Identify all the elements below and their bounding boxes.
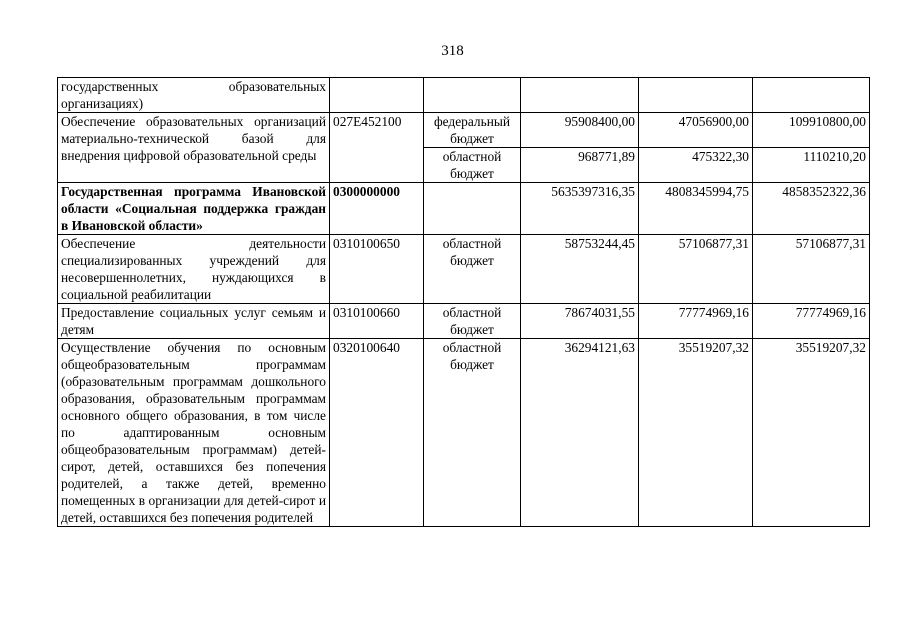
table-row xyxy=(58,183,870,235)
row-name: Государственная программа Ивановской области «Социальная поддержка граждан в Ивановской области» xyxy=(58,183,330,235)
row-value-year1: 968771,89 xyxy=(521,148,639,183)
row-name: Предоставление социальных услуг семьям и детям xyxy=(58,304,330,339)
row-source xyxy=(424,183,521,235)
table-row xyxy=(58,304,870,339)
row-value-year3: 57106877,31 xyxy=(753,235,870,304)
row-value-year1: 5635397316,35 xyxy=(521,183,639,235)
row-value-year1: 36294121,63 xyxy=(521,339,639,527)
row-value-year2 xyxy=(639,78,753,113)
row-name: Обеспечение деятельности специализированных учреждений для несовершеннолетних, нуждающихся в социальной реабилитации xyxy=(58,235,330,304)
row-value-year3: 109910800,00 xyxy=(753,113,870,148)
row-value-year2: 47056900,00 xyxy=(639,113,753,148)
page-number: 318 xyxy=(441,43,464,59)
row-code: 0320100640 xyxy=(330,339,424,527)
row-value-year1: 95908400,00 xyxy=(521,113,639,148)
row-value-year3: 4858352322,36 xyxy=(753,183,870,235)
row-value-year1: 58753244,45 xyxy=(521,235,639,304)
row-source: областной бюджет xyxy=(424,148,521,183)
row-value-year3: 1110210,20 xyxy=(753,148,870,183)
table-row xyxy=(58,78,870,113)
row-code: 0300000000 xyxy=(330,183,424,235)
row-code xyxy=(330,78,424,113)
table-row xyxy=(58,113,870,148)
row-value-year3: 77774969,16 xyxy=(753,304,870,339)
row-value-year1 xyxy=(521,78,639,113)
row-value-year2: 4808345994,75 xyxy=(639,183,753,235)
row-name: Осуществление обучения по основным общеобразовательным программам (образовательным программам дошкольного образования, образовательным программам основного общего образования, в том числе по адаптированным основным общеобразовательным программам) детей-сирот, детей, оставшихся без попечения родителей, а также детей, временно помещенных в организации для детей-сирот и детей, оставшихся без попечения родителей xyxy=(58,339,330,527)
row-code: 0310100660 xyxy=(330,304,424,339)
row-source xyxy=(424,78,521,113)
row-value-year2: 77774969,16 xyxy=(639,304,753,339)
row-source: федеральный бюджет xyxy=(424,113,521,148)
row-value-year1: 78674031,55 xyxy=(521,304,639,339)
budget-table xyxy=(57,77,870,527)
row-name: государственных образовательных организациях) xyxy=(58,78,330,113)
table-row xyxy=(58,339,870,527)
row-source: областной бюджет xyxy=(424,304,521,339)
row-value-year2: 475322,30 xyxy=(639,148,753,183)
row-source: областной бюджет xyxy=(424,339,521,527)
row-value-year3: 35519207,32 xyxy=(753,339,870,527)
row-value-year3 xyxy=(753,78,870,113)
row-value-year2: 35519207,32 xyxy=(639,339,753,527)
table-row xyxy=(58,235,870,304)
row-source: областной бюджет xyxy=(424,235,521,304)
row-name: Обеспечение образовательных организаций материально-технической базой для внедрения цифровой образовательной среды xyxy=(58,113,330,183)
row-value-year2: 57106877,31 xyxy=(639,235,753,304)
row-code: 027E452100 xyxy=(330,113,424,183)
row-code: 0310100650 xyxy=(330,235,424,304)
